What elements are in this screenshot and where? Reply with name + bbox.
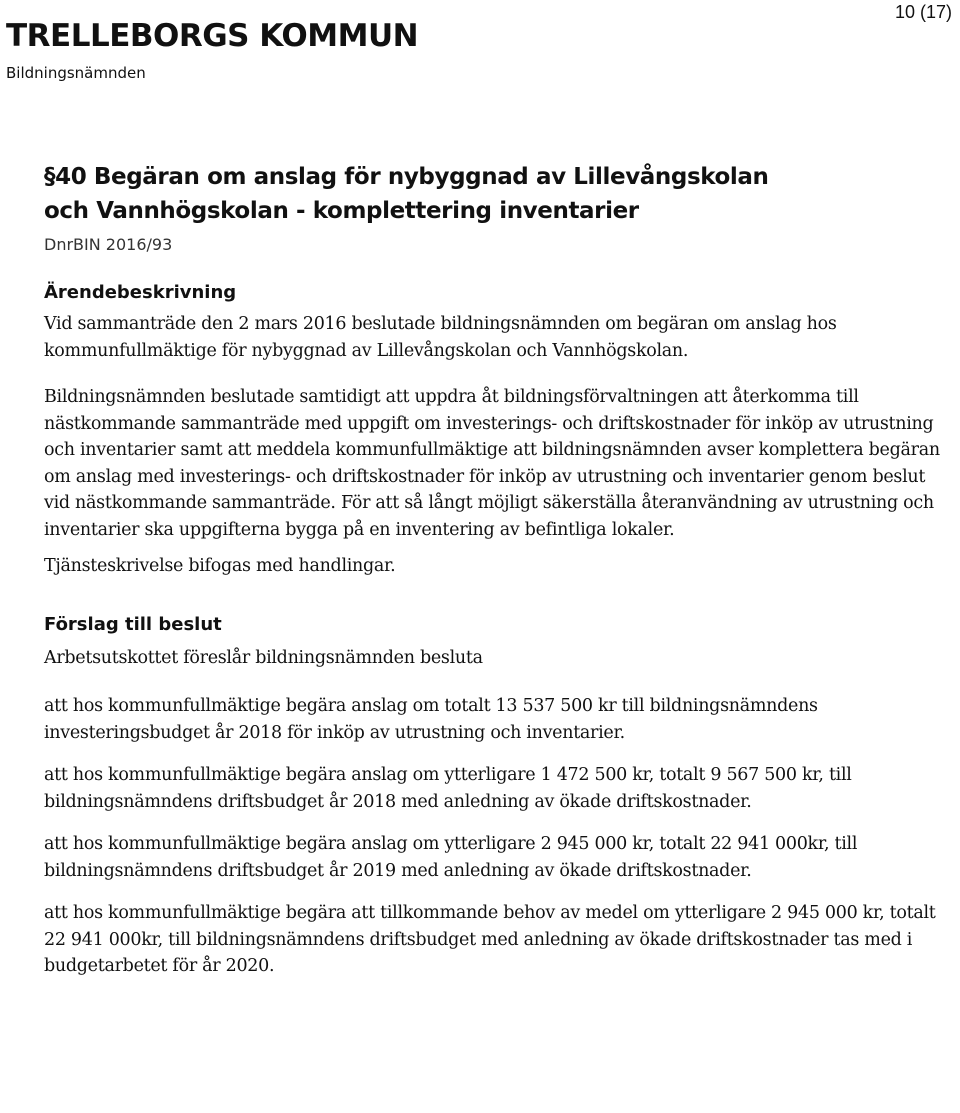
document-body: [44, 160, 944, 980]
forslag-item-1: att hos kommunfullmäktige begära anslag om totalt 13 537 500 kr till bildningsnämndens investeringsbudget år 2018 för inköp av utrustning och inventarier.: [44, 696, 818, 743]
arendebeskrivning-heading: Ärendebeskrivning: [44, 282, 237, 303]
organization-name: TRELLEBORGS KOMMUN: [6, 18, 419, 54]
forslag-heading: Förslag till beslut: [44, 613, 222, 635]
forslag-item-4: att hos kommunfullmäktige begära att tillkommande behov av medel om ytterligare 2 945 000 kr, totalt 22 941 000kr, till bildningsnämndens driftsbudget med anledning av ökade driftskostnader tas med i budgetarbetet för år 2020.: [44, 903, 936, 976]
forslag-item-3: att hos kommunfullmäktige begära anslag om ytterligare 2 945 000 kr, totalt 22 941 000kr, till bildningsnämndens driftsbudget år 2019 med anledning av ökade driftskostnader.: [44, 834, 858, 881]
forslag-intro: Arbetsutskottet föreslår bildningsnämnden besluta: [44, 647, 483, 668]
section-title: §40 Begäran om anslag för nybyggnad av Lillevångskolan och Vannhögskolan - komplettering inventarier: [44, 164, 769, 224]
diary-number: DnrBIN 2016/93: [44, 235, 173, 254]
arendebeskrivning-paragraph-2: Bildningsnämnden beslutade samtidigt att uppdra åt bildningsförvaltningen att återkomma till nästkommande sammanträde med uppgift om investerings- och driftskostnader för inköp av utrustning och inventarier samt att meddela kommunfullmäktige att bildningsnämnden avser komplettera begäran om anslag med investerings- och driftskostnader för inköp av utrustning och inventarier genom beslut vid nästkommande sammanträde. För att så långt möjligt säkerställa återanvändning av utrustning och inventarier ska uppgifterna bygga på en inventering av befintliga lokaler.: [44, 387, 940, 540]
arendebeskrivning-paragraph-1: Vid sammanträde den 2 mars 2016 beslutade bildningsnämnden om begäran om anslag hos kommunfullmäktige för nybyggnad av Lillevångskolan och Vannhögskolan.: [44, 314, 837, 361]
page-number: 10 (17): [894, 2, 952, 22]
arendebeskrivning-paragraph-3: Tjänsteskrivelse bifogas med handlingar.: [44, 556, 396, 576]
organization-unit: Bildningsnämnden: [6, 64, 146, 82]
forslag-item-2: att hos kommunfullmäktige begära anslag om ytterligare 1 472 500 kr, totalt 9 567 500 kr, till bildningsnämndens driftsbudget år 2018 med anledning av ökade driftskostnader.: [44, 765, 852, 812]
